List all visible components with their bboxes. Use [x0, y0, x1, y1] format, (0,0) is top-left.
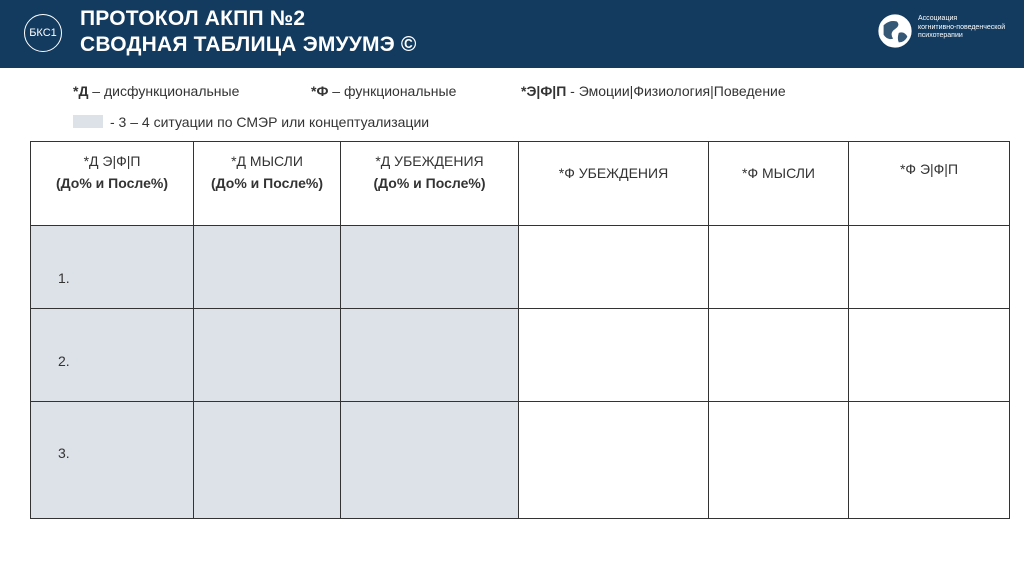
col-header-f-beliefs [519, 142, 709, 226]
legend-d-prefix: *Д [73, 83, 89, 99]
table-cell-f-thoughts[interactable] [709, 226, 849, 309]
table-cell-f-thoughts[interactable] [709, 309, 849, 402]
table-cell-f-beliefs[interactable] [519, 309, 709, 402]
table-header-row [31, 142, 1010, 226]
table-cell-d-thoughts[interactable] [194, 226, 341, 309]
col-header-subtext: (До% и После%) [210, 175, 323, 191]
table-cell-d-efp[interactable] [31, 309, 194, 402]
col-header-text: *Д Э|Ф|П [83, 153, 141, 169]
col-header-text: *Ф МЫСЛИ [742, 165, 815, 181]
col-header-d-efp [31, 142, 194, 226]
table-cell-d-thoughts[interactable] [194, 402, 341, 519]
header-bar [0, 0, 1024, 68]
col-header-d-thoughts [194, 142, 341, 226]
globe-icon [876, 12, 914, 50]
legend-functional [311, 83, 456, 99]
legend-f-text: – функциональные [328, 83, 457, 99]
legend-efp-text: - Эмоции|Физиология|Поведение [566, 83, 786, 99]
row-number: 1. [58, 270, 70, 286]
org-name-line2: когнитивно-поведенческой [918, 23, 1006, 31]
legend-efp-prefix: *Э|Ф|П [521, 83, 567, 99]
table-cell-f-efp[interactable] [849, 309, 1010, 402]
table-cell-f-efp[interactable] [849, 402, 1010, 519]
table-row [31, 402, 1010, 519]
summary-table [30, 141, 1010, 519]
col-header-subtext: (До% и После%) [373, 175, 486, 191]
page-title-line1: ПРОТОКОЛ АКПП №2 [80, 7, 306, 30]
table-cell-d-efp[interactable] [31, 226, 194, 309]
legend-dysfunctional [73, 83, 239, 99]
col-header-subtext: (До% и После%) [55, 175, 168, 191]
legend-efp [521, 83, 786, 99]
col-header-text: *Ф УБЕЖДЕНИЯ [558, 165, 669, 181]
table-cell-d-beliefs[interactable] [341, 402, 519, 519]
table-cell-f-thoughts[interactable] [709, 402, 849, 519]
org-name-line1: Ассоциация [918, 15, 958, 22]
col-header-text: *Д УБЕЖДЕНИЯ [375, 153, 484, 169]
table-cell-d-efp[interactable] [31, 402, 194, 519]
col-header-f-efp [849, 142, 1010, 226]
org-name-line3: психотерапии [918, 32, 963, 39]
table-cell-d-beliefs[interactable] [341, 226, 519, 309]
legend-swatch-text: - 3 – 4 ситуации по СМЭР или концептуализации [110, 114, 430, 130]
org-name [918, 15, 1005, 41]
col-header-f-thoughts [709, 142, 849, 226]
legend-swatch [73, 115, 103, 128]
row-number: 2. [58, 353, 70, 369]
col-header-text: *Ф Э|Ф|П [899, 161, 959, 177]
legend-d-text: – дисфункциональные [88, 83, 240, 99]
col-header-text: *Д МЫСЛИ [231, 153, 303, 169]
page-title-line2: СВОДНАЯ ТАБЛИЦА ЭМУУМЭ © [80, 33, 417, 56]
slide-badge: БКС1 [24, 14, 62, 52]
table-cell-d-beliefs[interactable] [341, 309, 519, 402]
table-cell-f-efp[interactable] [849, 226, 1010, 309]
table-row [31, 309, 1010, 402]
table-cell-f-beliefs[interactable] [519, 226, 709, 309]
table-cell-f-beliefs[interactable] [519, 402, 709, 519]
legend-f-prefix: *Ф [311, 83, 329, 99]
col-header-d-beliefs [341, 142, 519, 226]
table-cell-d-thoughts[interactable] [194, 309, 341, 402]
row-number: 3. [58, 445, 70, 461]
table-row [31, 226, 1010, 309]
